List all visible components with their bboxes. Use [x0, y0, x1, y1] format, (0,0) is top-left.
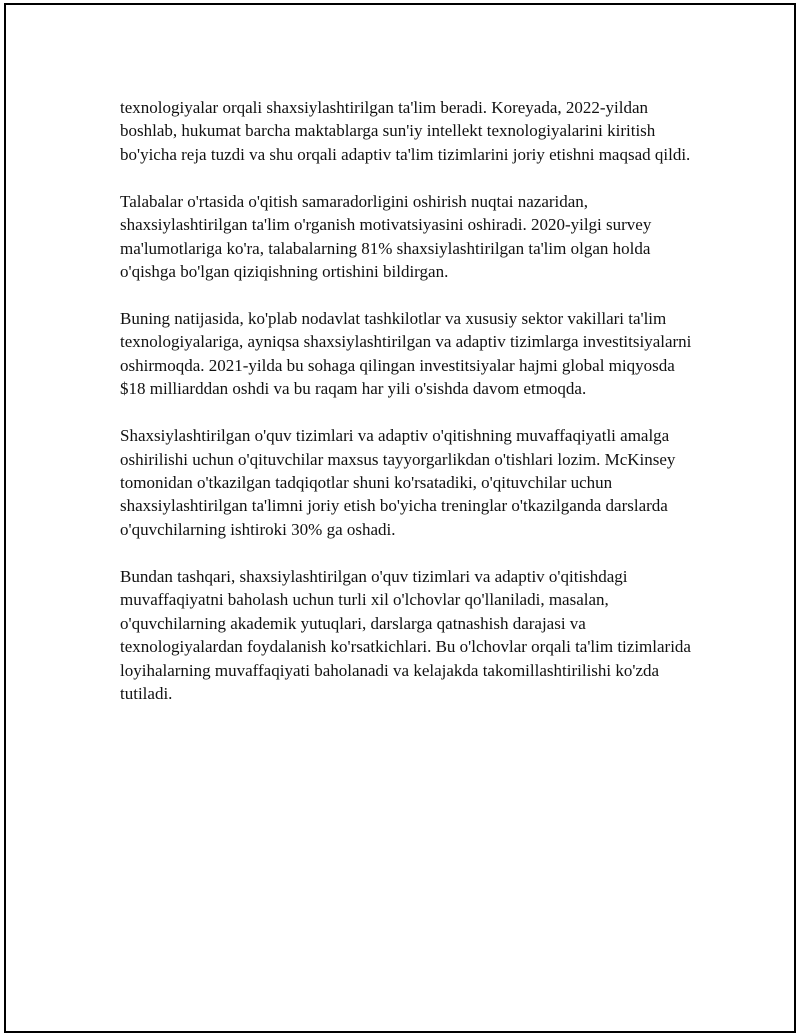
document-page: [4, 3, 796, 1033]
paragraph-3: Buning natijasida, ko'plab nodavlat tashkilotlar va xususiy sektor vakillari ta'lim texnologiyalariga, ayniqsa shaxsiylashtirilgan va adaptiv tizimlarga investitsiyalarni oshirmoqda. 2021-yilda bu sohaga qilingan investitsiyalar hajmi global miqyosda $18 milliarddan oshdi va bu raqam har yili o'sishda davom etmoqda.: [120, 309, 692, 399]
paragraph-4: Shaxsiylashtirilgan o'quv tizimlari va adaptiv o'qitishning muvaffaqiyatli amalga oshirilishi uchun o'qituvchilar maxsus tayyorgarlikdan o'tishlari lozim. McKinsey tomonidan o'tkazilgan tadqiqotlar shuni ko'rsatadiki, o'qituvchilar uchun shaxsiylashtirilgan ta'limni joriy etish bo'yicha treninglar o'tkazilganda darslarda o'quvchilarning ishtiroki 30% ga oshadi.: [120, 426, 676, 539]
paragraph-2: Talabalar o'rtasida o'qitish samaradorligini oshirish nuqtai nazaridan, shaxsiylashtirilgan ta'lim o'rganish motivatsiyasini oshiradi. 2020-yilgi survey ma'lumotlariga ko'ra, talabalarning 81% shaxsiylashtirilgan ta'lim olgan holda o'qishga bo'lgan qiziqishning ortishini bildirgan.: [120, 191, 652, 282]
paragraph-5: Bundan tashqari, shaxsiylashtirilgan o'quv tizimlari va adaptiv o'qitishdagi muvaffaqiyatni baholash uchun turli xil o'lchovlar qo'llaniladi, masalan, o'quvchilarning akademik yutuqlari, darslarga qatnashish darajasi va texnologiyalardan foydalanish ko'rsatkichlari. Bu o'lchovlar orqali ta'lim tizimlarida loyihalarning muvaffaqiyati baholanadi va kelajakda takomillashtirilishi ko'zda tutiladi.: [120, 566, 691, 703]
document-body: [120, 96, 698, 729]
paragraph-1: texnologiyalar orqali shaxsiylashtirilgan ta'lim beradi. Koreyada, 2022-yildan boshlab, hukumat barcha maktablarga sun'iy intellekt texnologiyalarini kiritish bo'yicha reja tuzdi va shu orqali adaptiv ta'lim tizimlarini joriy etishni maqsad qildi.: [120, 98, 691, 164]
